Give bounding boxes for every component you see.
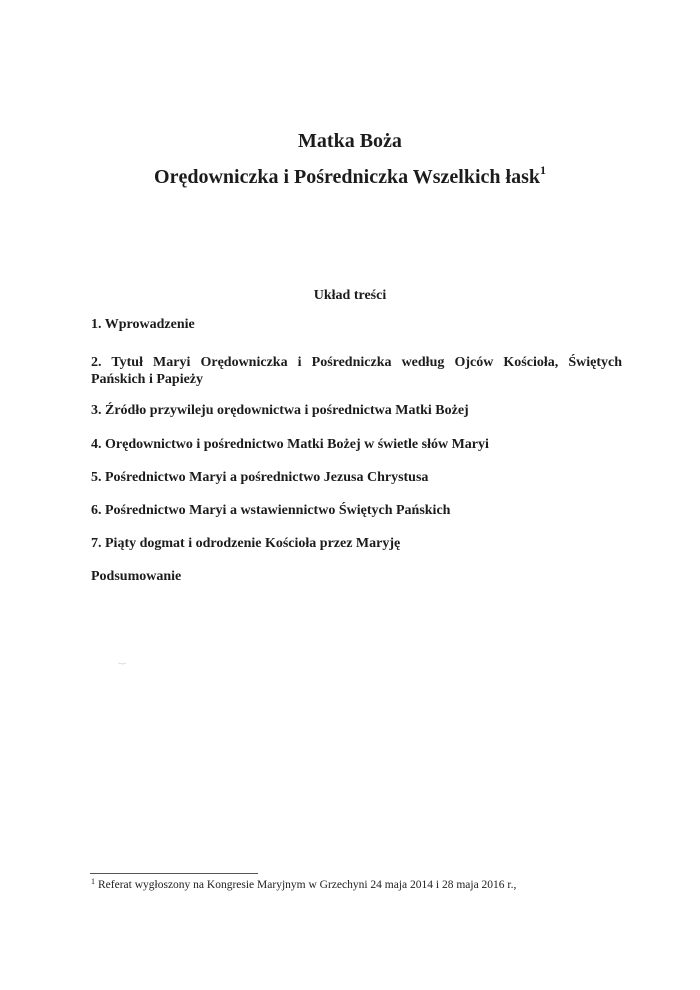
toc-item: 1. Wprowadzenie <box>91 317 195 332</box>
toc-item: Podsumowanie <box>91 569 182 584</box>
footnote-marker: 1 <box>91 877 95 886</box>
scan-speck <box>118 662 126 665</box>
toc-item: 4. Orędownictwo i pośrednictwo Matki Bożej w świetle słów Maryi <box>91 437 489 452</box>
toc-heading: Układ treści <box>313 288 387 303</box>
footnote-separator <box>90 873 258 874</box>
toc-item-line: 2. Tytuł Maryi Orędowniczka i Pośredniczka według Ojców Kościoła, Świętych <box>91 355 622 370</box>
footnote-reference: 1 <box>539 163 546 177</box>
toc-item-line: Pańskich i Papieży <box>91 372 204 387</box>
toc-item: 7. Piąty dogmat i odrodzenie Kościoła przez Maryję <box>91 536 401 551</box>
toc-item <box>91 354 622 388</box>
subtitle-text: Orędowniczka i Pośredniczka Wszelkich łask <box>154 166 540 188</box>
document-title: Matka Boża <box>298 130 402 152</box>
toc-item: 6. Pośrednictwo Maryi a wstawiennictwo Świętych Pańskich <box>91 503 451 518</box>
footnote <box>91 879 516 891</box>
footnote-text: Referat wygłoszony na Kongresie Maryjnym w Grzechyni 24 maja 2014 i 28 maja 2016 r., <box>98 879 517 891</box>
toc-item: 5. Pośrednictwo Maryi a pośrednictwo Jezusa Chrystusa <box>91 470 429 485</box>
toc-item: 3. Źródło przywileju orędownictwa i pośrednictwa Matki Bożej <box>91 403 469 418</box>
document-subtitle <box>0 163 700 189</box>
